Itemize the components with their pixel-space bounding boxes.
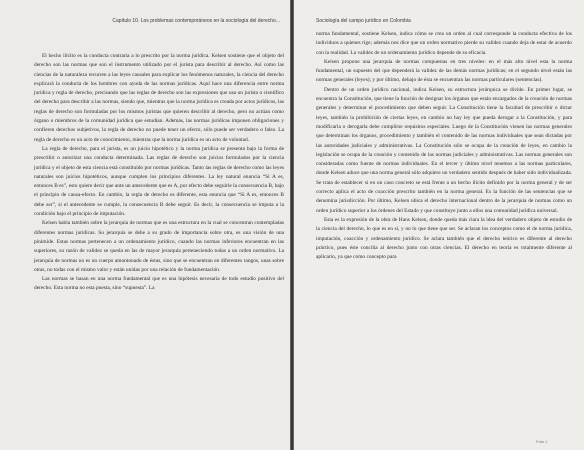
- paragraph: La regla de derecho, para el jurista, es un juicio hipotético y la norma jurídica se presenta bajo la forma de prescribir o autorizar una conducta determinada. Las reglas de derecho son juicios formulados por la ciencia jurídica y el objeto de esta ciencia está constituido por normas jurídicas. Tanto las reglas de derecho como las leyes naturales son juicios hipotéticos, aunque cumplen los principios diferentes. La ley natural enuncia “Si A es, entonces B es”, esto quiere decir que ante un antecedente que es A, por efecto debe seguirle la consecuencia B, bajo el principio de causa-efecto. En cambio, la regla de derecho es diferente, esta enuncia que “Si A es, entonces B debe ser”, si el antecedente se cumple, la consecuencia B debe seguir. Es decir, la consecuencia se imputa a la condición bajo el principio de imputación.: [34, 145, 284, 218]
- right-page: [294, 0, 584, 450]
- left-page: [0, 0, 290, 450]
- paragraph: Las normas se basan en una norma fundamental que es una hipótesis necesaria de todo estudio positivo del derecho. Esta norma no esta puesta, sino “supuesta”. La: [34, 276, 284, 292]
- paragraph: Esta es la expresión de la obra de Hans Kelsen, donde queda más clara la idea del verdadero objeto de estudio de la ciencia del derecho, lo que es en sí, y no lo que tiene que ser. Se aclaran los conceptos como el de norma jurídica, imputación, coacción y ordenamiento jurídico. Se aclara también que el derecho teórico es diferente al derecho práctico, pues éste concilia al derecho junto con otras ciencias. El derecho en teoría es totalmente diferente al aplicario, ya que como concepto para: [316, 216, 572, 261]
- left-page-body: [34, 52, 284, 294]
- paragraph: El hecho ilícito es la conducta contraria a lo prescrito por la norma jurídica. Kelsen sostiene que el objeto del derecho son las normas que son el instrumento utilizado por el jurista para describir al derecho. Así como las ciencias de la naturaleza recurren a las leyes causales para explicar los fenómenos naturales, la ciencia del derecho explicará la conducta de los hombres con ayuda de las normas jurídicas. Aquí hace una diferencia entre norma jurídica y regla de derecho, precisando que las reglas de derecho son las expresiones que usa un jurista o científico del derecho para describir a las normas, siendo que, mientras que la norma jurídica es creada por actos jurídicos, las reglas de derecho son formuladas por los mismos juristas que quieren describir al derecho, pero no actúan como órgano o miembros de la comunidad jurídica que estudian. Además, las normas jurídicas imponen obligaciones y confieren derechos subjetivos, la regla de derecho no puede tener un efecto, sólo puede ser verdadero o falso. La regla de derecho es un acto de conocimiento, mientras que la norma jurídica es un acto de voluntad.: [34, 53, 284, 143]
- paragraph: norma fundamental, sostiene Kelsen, indica cómo se crea un orden al cual corresponde la conducta efectiva de los individuos a quienes rige; además nos dice que un orden normativo pierde su validez cuando deja de estar de acuerdo con la realidad. La validez de un ordenamiento jurídico depende de su eficacia.: [316, 31, 572, 56]
- paragraph: Dentro de un orden jurídico nacional, indica Kelsen, su estructura jerárquica se divide. En primer lugar, se encuentra la Constitución, que tiene la función de designar los órganos que están encargados de la creación de normas generales y determinar el procedimiento que deben seguir. La Constitución tiene la facultad de prescribir o dictar leyes, también la prohibición de ciertas leyes, en cambio no hay ley que pueda derogar a la Constitución, y para modificarla o derogarla debe cumplirse requisitos especiales. Luego de la Constitución vienen las normas generales que determinan los órganos, procedimiento y también el contenido de las normas individuales que sean dictadas por las autoridades judiciales y administrativas. La Constitución sólo se ocupa de la creación de leyes, en cambio la legislación se ocupa de la creación y contenido de las normas judiciales y administrativas. Las normas generales son consideradas como fuente de normas individuales. En el tercer y último nivel tenemos a las normas particulares, donde Kelsen aduce que una norma general sólo adquiere un verdadero sentido después de haber sido individualizada. Se trata de establecer si en un caso concreto se está frente a un hecho ilícito definido por la norma general y de ser correcto aplica el acto de coacción prescrito también en la norma general. Es la función de las sentencias que se denomina jurisdicción. Por último, Kelsen ubica el derecho internacional dentro de la jerarquía de normas como un orden jurídico superior a los órdenes del Estado y que constituye junto a ellos una comunidad jurídica universal.: [316, 86, 572, 214]
- page-folio: Foto 1: [536, 439, 548, 444]
- running-head-left: Capítulo 10. Los problemas contemporáneos en la sociología del derecho...: [112, 18, 280, 24]
- paragraph: Kelsen propone una jerarquía de normas compuestas en tres niveles: en el más alto nivel esta la norma fundamental, un supuesto del que dependerá la validez de las demás normas jurídicas; en el segundo nivel están las normas generales (leyes); y por último, debajo de ésta se encuentran las normas particulares (sentencias).: [316, 58, 572, 84]
- paragraph: Kelsen habla también sobre la jerarquía de normas que es una estructura en la cual se concentran contempladas diferentes normas jurídicas. Su jerarquía se debe a su grado de importancia sobre otra, es una visión de una pirámide. Estas normas pertenecen a un ordenamiento jurídico, cuando las normas inferiores encuentran en las superiores, su razón de validez se queda en las de mayor jerarquía perteneciendo todas a un orden normativo. La jerarquía de normas no es un cuerpo amontonado de éstas, sino que se encuentran en diferentes rangos, unas sobre otras, no todas con el mismo valor y están unidas por una relación de fundamentación.: [34, 220, 284, 273]
- right-page-body: [316, 30, 572, 262]
- running-head-right: Sociología del campo jurídico en Colombia: [316, 18, 411, 24]
